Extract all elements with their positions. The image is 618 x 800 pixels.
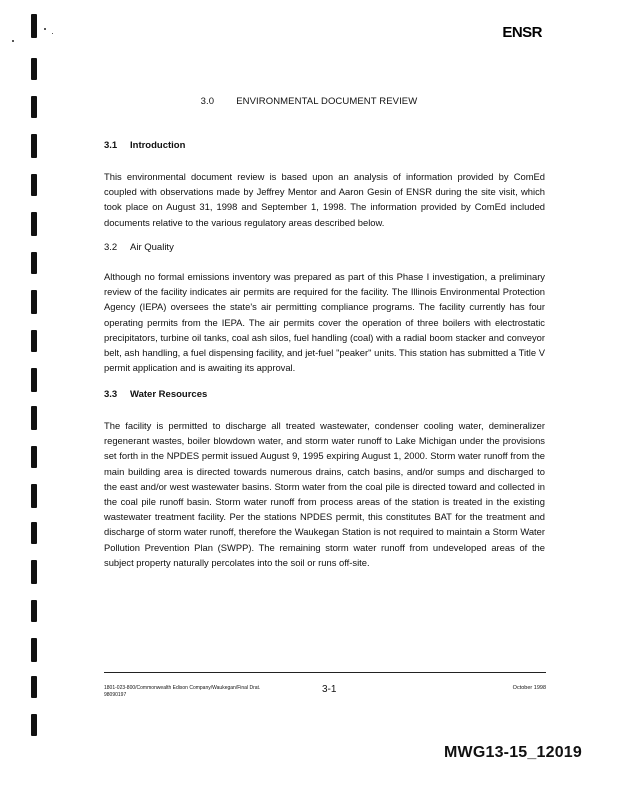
ensr-logo: ENSR <box>502 24 542 41</box>
binder-mark <box>31 134 37 158</box>
binder-mark <box>31 714 37 736</box>
main-heading <box>0 96 618 107</box>
section-number: 3.2 <box>104 242 118 253</box>
section-title-water-resources <box>104 389 207 400</box>
footer-date: October 1998 <box>512 685 546 691</box>
paragraph-air-quality: Although no formal emissions inventory was prepared as part of this Phase I investigation, a preliminary review of the facility indicates air permits are required for the facility. The Illinois Environmental Protection Agency (IEPA) oversees the state's air permitting compliance programs. The facility currently has four operating permits from the IEPA. The air permits cover the operation of three boilers with electrostatic precipitators, turbine oil tanks, coal ash silos, fuel handling (coal) with a radial boom stacker and conveyor belt, ash handling, a fuel dispensing facility, and jet-fuel "peaker" units. This station has submitted a Title V permit application and is awaiting its approval. <box>104 271 545 374</box>
binder-mark <box>31 484 37 508</box>
page-number: 3-1 <box>322 684 337 695</box>
binder-mark <box>31 560 37 584</box>
section-title-introduction <box>104 140 185 151</box>
binder-mark <box>31 406 37 430</box>
binder-mark <box>31 368 37 392</box>
binder-mark <box>31 290 37 314</box>
footer-reference-id: 98090197 <box>104 692 127 698</box>
section-title: Water Resources <box>130 389 208 400</box>
binder-mark <box>31 14 37 38</box>
binder-mark <box>31 58 37 80</box>
binder-mark <box>31 600 37 622</box>
section-title: Introduction <box>130 140 186 151</box>
bates-number: MWG13-15_12019 <box>444 744 582 761</box>
section-number: 3.3 <box>104 389 118 400</box>
footer-rule <box>104 672 546 673</box>
binder-mark <box>31 676 37 698</box>
paragraph-introduction: This environmental document review is based upon an analysis of information provided by ComEd coupled with observations made by Jeffrey Mentor and Aaron Gesin of ENSR during the site visit, which took place on August 31, 1998 and September 1, 1998. The information provided by ComEd included documents relative to the various regulatory areas described below. <box>104 171 545 228</box>
scan-speck <box>12 40 14 42</box>
binder-mark <box>31 174 37 196</box>
binder-mark <box>31 212 37 236</box>
paragraph-water-resources: The facility is permitted to discharge all treated wastewater, condenser cooling water, demineralizer regenerant wastes, boiler blowdown water, and storm water runoff to Lake Michigan under the provisions set forth in the NPDES permit issued August 9, 1995 expiring August 1, 2000. Storm water runoff from the main building area is directed towards numerous drains, catch basins, and/or sumps and discharged to the east and/or west wastewater basins. Storm water from the coal pile is directed toward and collected in the coal pile runoff basin. Storm water runoff from process areas of the station is treated in the existing wastewater treatment facility. Per the stations NPDES permit, this constitutes BAT for the treatment and discharge of storm water runoff, therefore the Waukegan Station is not required to maintain a Storm Water Pollution Prevention Plan (SWPP). The remaining storm water runoff from undeveloped areas of the subject property naturally percolates into the soil or runs off-site. <box>104 420 545 568</box>
binder-mark <box>31 252 37 274</box>
footer-reference-line: 1801-023-800/Commonwealth Edison Company/Waukegan/Final Drat. <box>104 685 261 691</box>
scan-speck <box>52 33 53 34</box>
main-heading-title: ENVIRONMENTAL DOCUMENT REVIEW <box>236 96 418 107</box>
footer-document-reference <box>104 685 304 699</box>
section-title: Air Quality <box>130 242 174 253</box>
section-number: 3.1 <box>104 140 118 151</box>
binder-mark <box>31 330 37 352</box>
scan-speck <box>44 28 46 30</box>
binder-mark <box>31 522 37 544</box>
section-title-air-quality <box>104 242 174 253</box>
main-heading-number: 3.0 <box>200 96 215 107</box>
binder-mark <box>31 446 37 468</box>
binder-mark <box>31 638 37 662</box>
